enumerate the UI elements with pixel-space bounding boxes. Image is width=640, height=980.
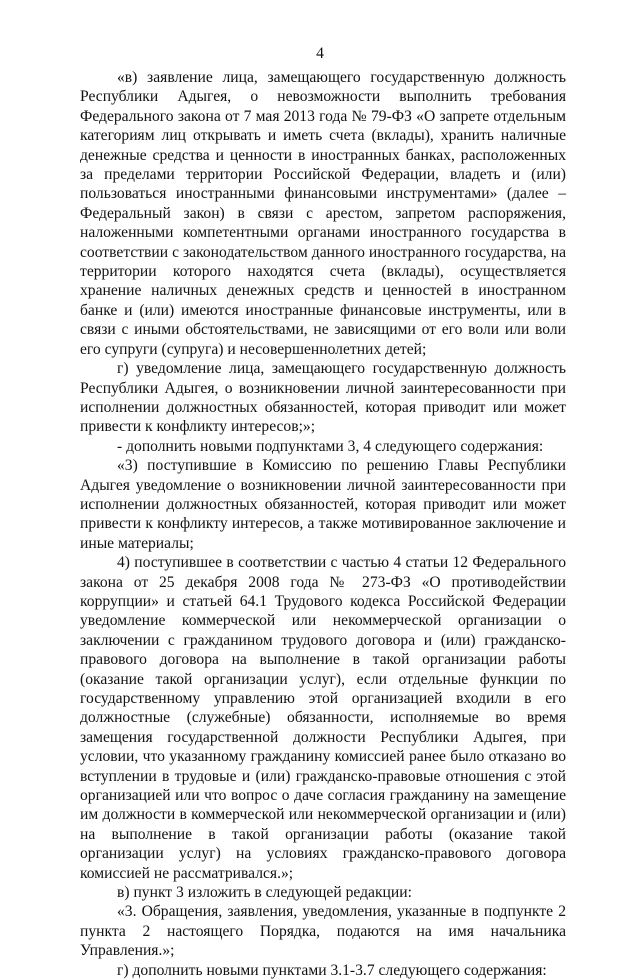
paragraph-subpoint-v: «в) заявление лица, замещающего государственную должность Республики Адыгея, о невозможности выполнить требования Федерального закона от 7 мая 2013 года № 79-ФЗ «О запрете отдельным категориям лиц открывать и иметь счета (вклады), хранить наличные денежные средства и ценности в иностранных банках, расположенных за пределами территории Российской Федерации, владеть и (или) пользоваться иностранными финансовыми инструментами» (далее – Федеральный закон) в связи с арестом, запретом распоряжения, наложенными компетентными органами иностранного государства в соответствии с законодательством данного иностранного государства, на территории которого находятся счета (вклады), осуществляется хранение наличных денежных средств и ценностей в иностранном банке и (или) имеются иностранные финансовые инструменты, или в связи с иными обстоятельствами, не зависящими от его воли или воли его супруги (супруга) и несовершеннолетних детей; [80,69,566,358]
document-body [80,68,566,980]
paragraph-add-subpoints-instruction: - дополнить новыми подпунктами 3, 4 следующего содержания: [117,437,544,455]
paragraph-add-points-instruction: г) дополнить новыми пунктами 3.1-3.7 следующего содержания: [117,961,547,979]
paragraph-point-3-text: «3. Обращения, заявления, уведомления, указанные в подпункте 2 пункта 2 настоящего Порядка, подаются на имя начальника Управления.»; [80,903,566,960]
paragraph-subpoint-4: 4) поступившее в соответствии с частью 4 статьи 12 Федерального закона от 25 декабря 2008 года № 273-ФЗ «О противодействии коррупции» и статьей 64.1 Трудового кодекса Российской Федерации уведомление коммерческой или некоммерческой организации о заключении с гражданином трудового договора и (или) гражданско-правового договора на выполнение в такой организации работы (оказание такой организации услуг), если отдельные функции по государственному управлению этой организацией входили в его должностные (служебные) обязанности, исполняемые во время замещения государственной должности Республики Адыгея, при условии, что указанному гражданину комиссией ранее было отказано во вступлении в трудовые и (или) гражданско-правовые отношения с этой организацией или что вопрос о даче согласия гражданину на замещение им должности в коммерческой или некоммерческой организации и (или) на выполнение в такой организации работы (оказание такой организации услуг) на условиях гражданско-правового договора комиссией не рассматривался.»; [80,554,566,882]
paragraph-subpoint-3: «3) поступившие в Комиссию по решению Главы Республики Адыгея уведомление о возникновении личной заинтересованности при исполнении должностных обязанностей, которая приводит или может привести к конфликту интересов, а также мотивированное заключение и иные материалы; [80,457,566,552]
paragraph-point-3-instruction: в) пункт 3 изложить в следующей редакции: [117,884,412,902]
paragraph-subpoint-g: г) уведомление лица, замещающего государственную должность Республики Адыгея, о возникновении личной заинтересованности при исполнении должностных обязанностей, которая приводит или может привести к конфликту интересов;»; [80,360,566,436]
page-number: 4 [316,45,324,62]
